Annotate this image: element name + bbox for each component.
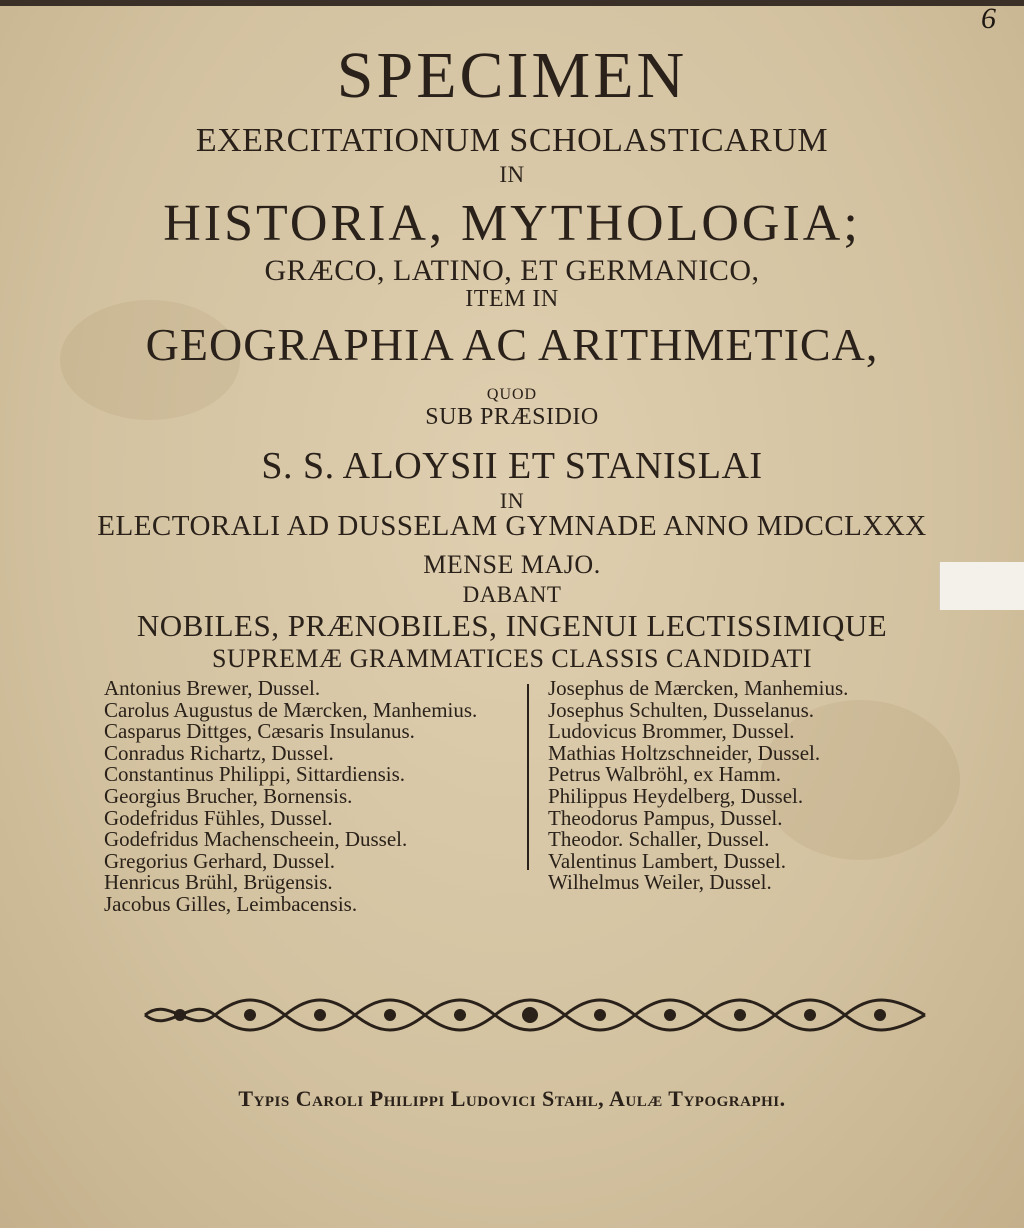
title-exercitationum: EXERCITATIONUM SCHOLASTICARUM [195,122,829,159]
page-number: 6 [981,2,996,35]
list-item: Theodorus Pampus, Dussel. [548,805,783,830]
title-mense: MENSE MAJO. [423,550,601,579]
list-item: Antonius Brewer, Dussel. [104,676,321,700]
title-geographia: GEOGRAPHIA AC ARITHMETICA, [145,319,879,370]
ornament-border [140,990,930,1040]
list-item: Constantinus Philippi, Sittardiensis. [104,762,406,787]
title-supremae: SUPREMÆ GRAMMATICES CLASSIS CANDIDATI [212,644,812,673]
title-in-2: IN [499,488,525,513]
names-column-left [104,678,524,916]
list-item: Josephus de Mærcken, Manhemius. [548,676,849,700]
list-item: Theodor. Schaller, Dussel. [548,827,770,852]
title-sub-praesidio: SUB PRÆSIDIO [425,404,599,430]
list-item: Gregorius Gerhard, Dussel. [104,848,335,873]
list-item: Valentinus Lambert, Dussel. [548,848,786,873]
list-item: Wilhelmus Weiler, Dussel. [548,870,772,895]
list-item: Georgius Brucher, Bornensis. [104,783,353,808]
list-item: Godefridus Machenscheein, Dussel. [104,827,408,852]
title-in: IN [499,162,525,187]
title-historia: HISTORIA, MYTHOLOGIA; [163,195,861,252]
title-quod: QUOD [486,386,538,403]
title-nobiles: NOBILES, PRÆNOBILES, INGENUI LECTISSIMIQUE [136,608,888,643]
list-item: Josephus Schulten, Dusselanus. [548,697,814,722]
list-item: Mathias Holtzschneider, Dussel. [548,740,821,765]
list-item: Casparus Dittges, Cæsaris Insulanus. [104,719,415,744]
list-item: Conradus Richartz, Dussel. [104,740,334,765]
title-item-in: ITEM IN [465,286,559,312]
list-item: Carolus Augustus de Mærcken, Manhemius. [104,697,478,722]
printer-imprint: Typis Caroli Philippi Ludovici Stahl, Aulæ Typographi. [238,1086,786,1111]
list-item: Ludovicus Brommer, Dussel. [548,719,795,744]
title-saints: S. S. ALOYSII ET STANISLAI [261,445,763,487]
title-specimen: SPECIMEN [336,39,688,112]
title-dabant: DABANT [462,582,562,607]
column-divider [527,684,529,870]
list-item: Philippus Heydelberg, Dussel. [548,783,804,808]
title-graeco: GRÆCO, LATINO, ET GERMANICO, [264,254,760,287]
list-item: Henricus Brühl, Brügensis. [104,870,333,895]
list-item: Petrus Walbröhl, ex Hamm. [548,762,781,787]
names-column-right [548,678,948,894]
top-edge [0,0,1024,6]
list-item: Godefridus Fühles, Dussel. [104,805,333,830]
title-electorali: ELECTORALI AD DUSSELAM GYMNADE ANNO MDCCLXXX [97,510,927,542]
list-item: Jacobus Gilles, Leimbacensis. [104,891,358,916]
